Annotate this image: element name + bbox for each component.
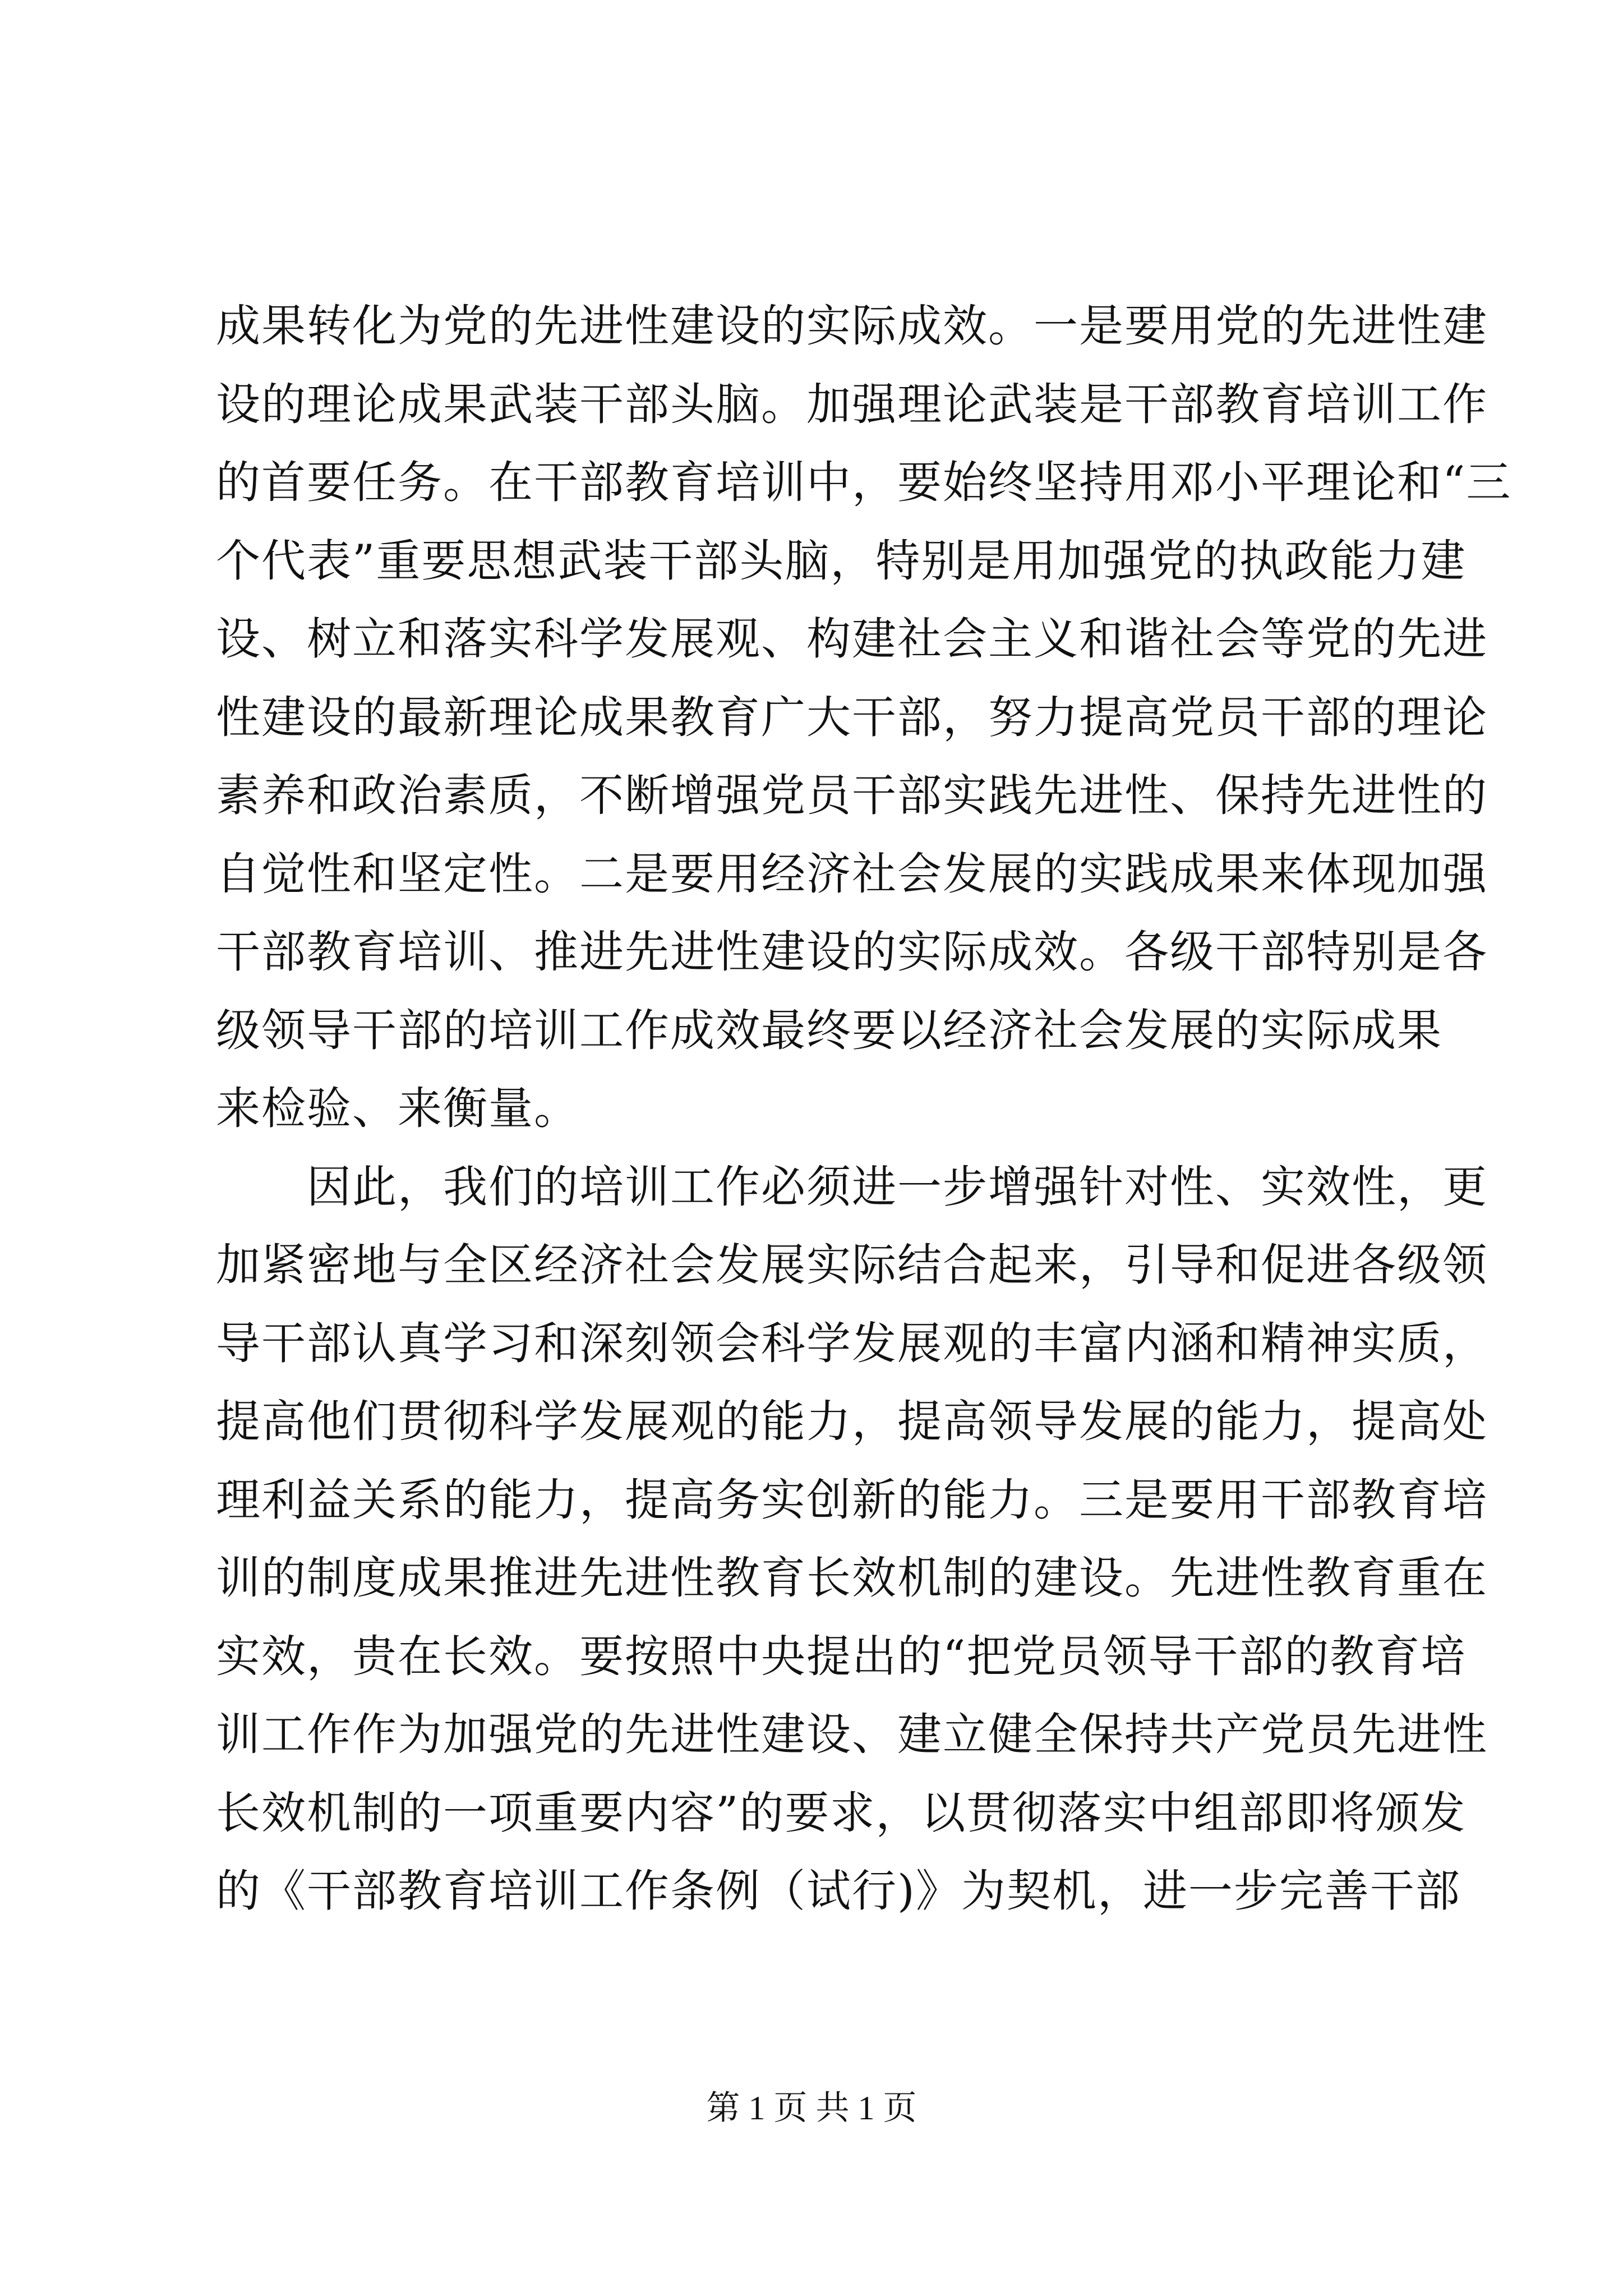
text-line: 素养和政治素质，不断增强党员干部实践先进性、保持先进性的 (216, 770, 1488, 821)
text-line: 个代表”重要思想武装干部头脑，特别是用加强党的执政能力建 (216, 535, 1467, 587)
page-number: 第 1 页 共 1 页 (706, 2090, 917, 2127)
text-line: 加紧密地与全区经济社会发展实际结合起来，引导和促进各级领 (216, 1239, 1488, 1291)
text-line: 的首要任务。在干部教育培训中，要始终坚持用邓小平理论和“三 (216, 457, 1512, 508)
text-line: 导干部认真学习和深刻领会科学发展观的丰富内涵和精神实质， (216, 1317, 1488, 1369)
text-line: 训工作作为加强党的先进性建设、建立健全保持共产党员先进性 (216, 1709, 1488, 1760)
text-line: 设的理论成果武装干部头脑。加强理论武装是干部教育培训工作 (216, 378, 1488, 430)
text-line: 设、树立和落实科学发展观、构建社会主义和谐社会等党的先进 (216, 613, 1488, 665)
text-line: 提高他们贯彻科学发展观的能力，提高领导发展的能力，提高处 (216, 1396, 1488, 1447)
body-text (216, 287, 1512, 1931)
text-line: 理利益关系的能力，提高务实创新的能力。三是要用干部教育培 (216, 1474, 1488, 1526)
text-line: 性建设的最新理论成果教育广大干部，努力提高党员干部的理论 (216, 691, 1488, 743)
text-line: 自觉性和坚定性。二是要用经济社会发展的实践成果来体现加强 (216, 848, 1488, 900)
text-line: 级领导干部的培训工作成效最终要以经济社会发展的实际成果 (216, 1004, 1442, 1056)
text-line: 干部教育培训、推进先进性建设的实际成效。各级干部特别是各 (216, 926, 1488, 978)
text-line: 实效，贵在长效。要按照中央提出的“把党员领导干部的教育培 (216, 1630, 1467, 1682)
page-footer (0, 2086, 1623, 2131)
text-line: 训的制度成果推进先进性教育长效机制的建设。先进性教育重在 (216, 1552, 1488, 1604)
text-line: 因此，我们的培训工作必须进一步增强针对性、实效性，更 (216, 1161, 1488, 1213)
text-line: 长效机制的一项重要内容”的要求，以贯彻落实中组部即将颁发 (216, 1787, 1467, 1839)
text-line: 成果转化为党的先进性建设的实际成效。一是要用党的先进性建 (216, 300, 1488, 352)
text-line: 的《干部教育培训工作条例（试行)》为契机，进一步完善干部 (216, 1865, 1461, 1917)
text-line: 来检验、来衡量。 (216, 1083, 579, 1134)
